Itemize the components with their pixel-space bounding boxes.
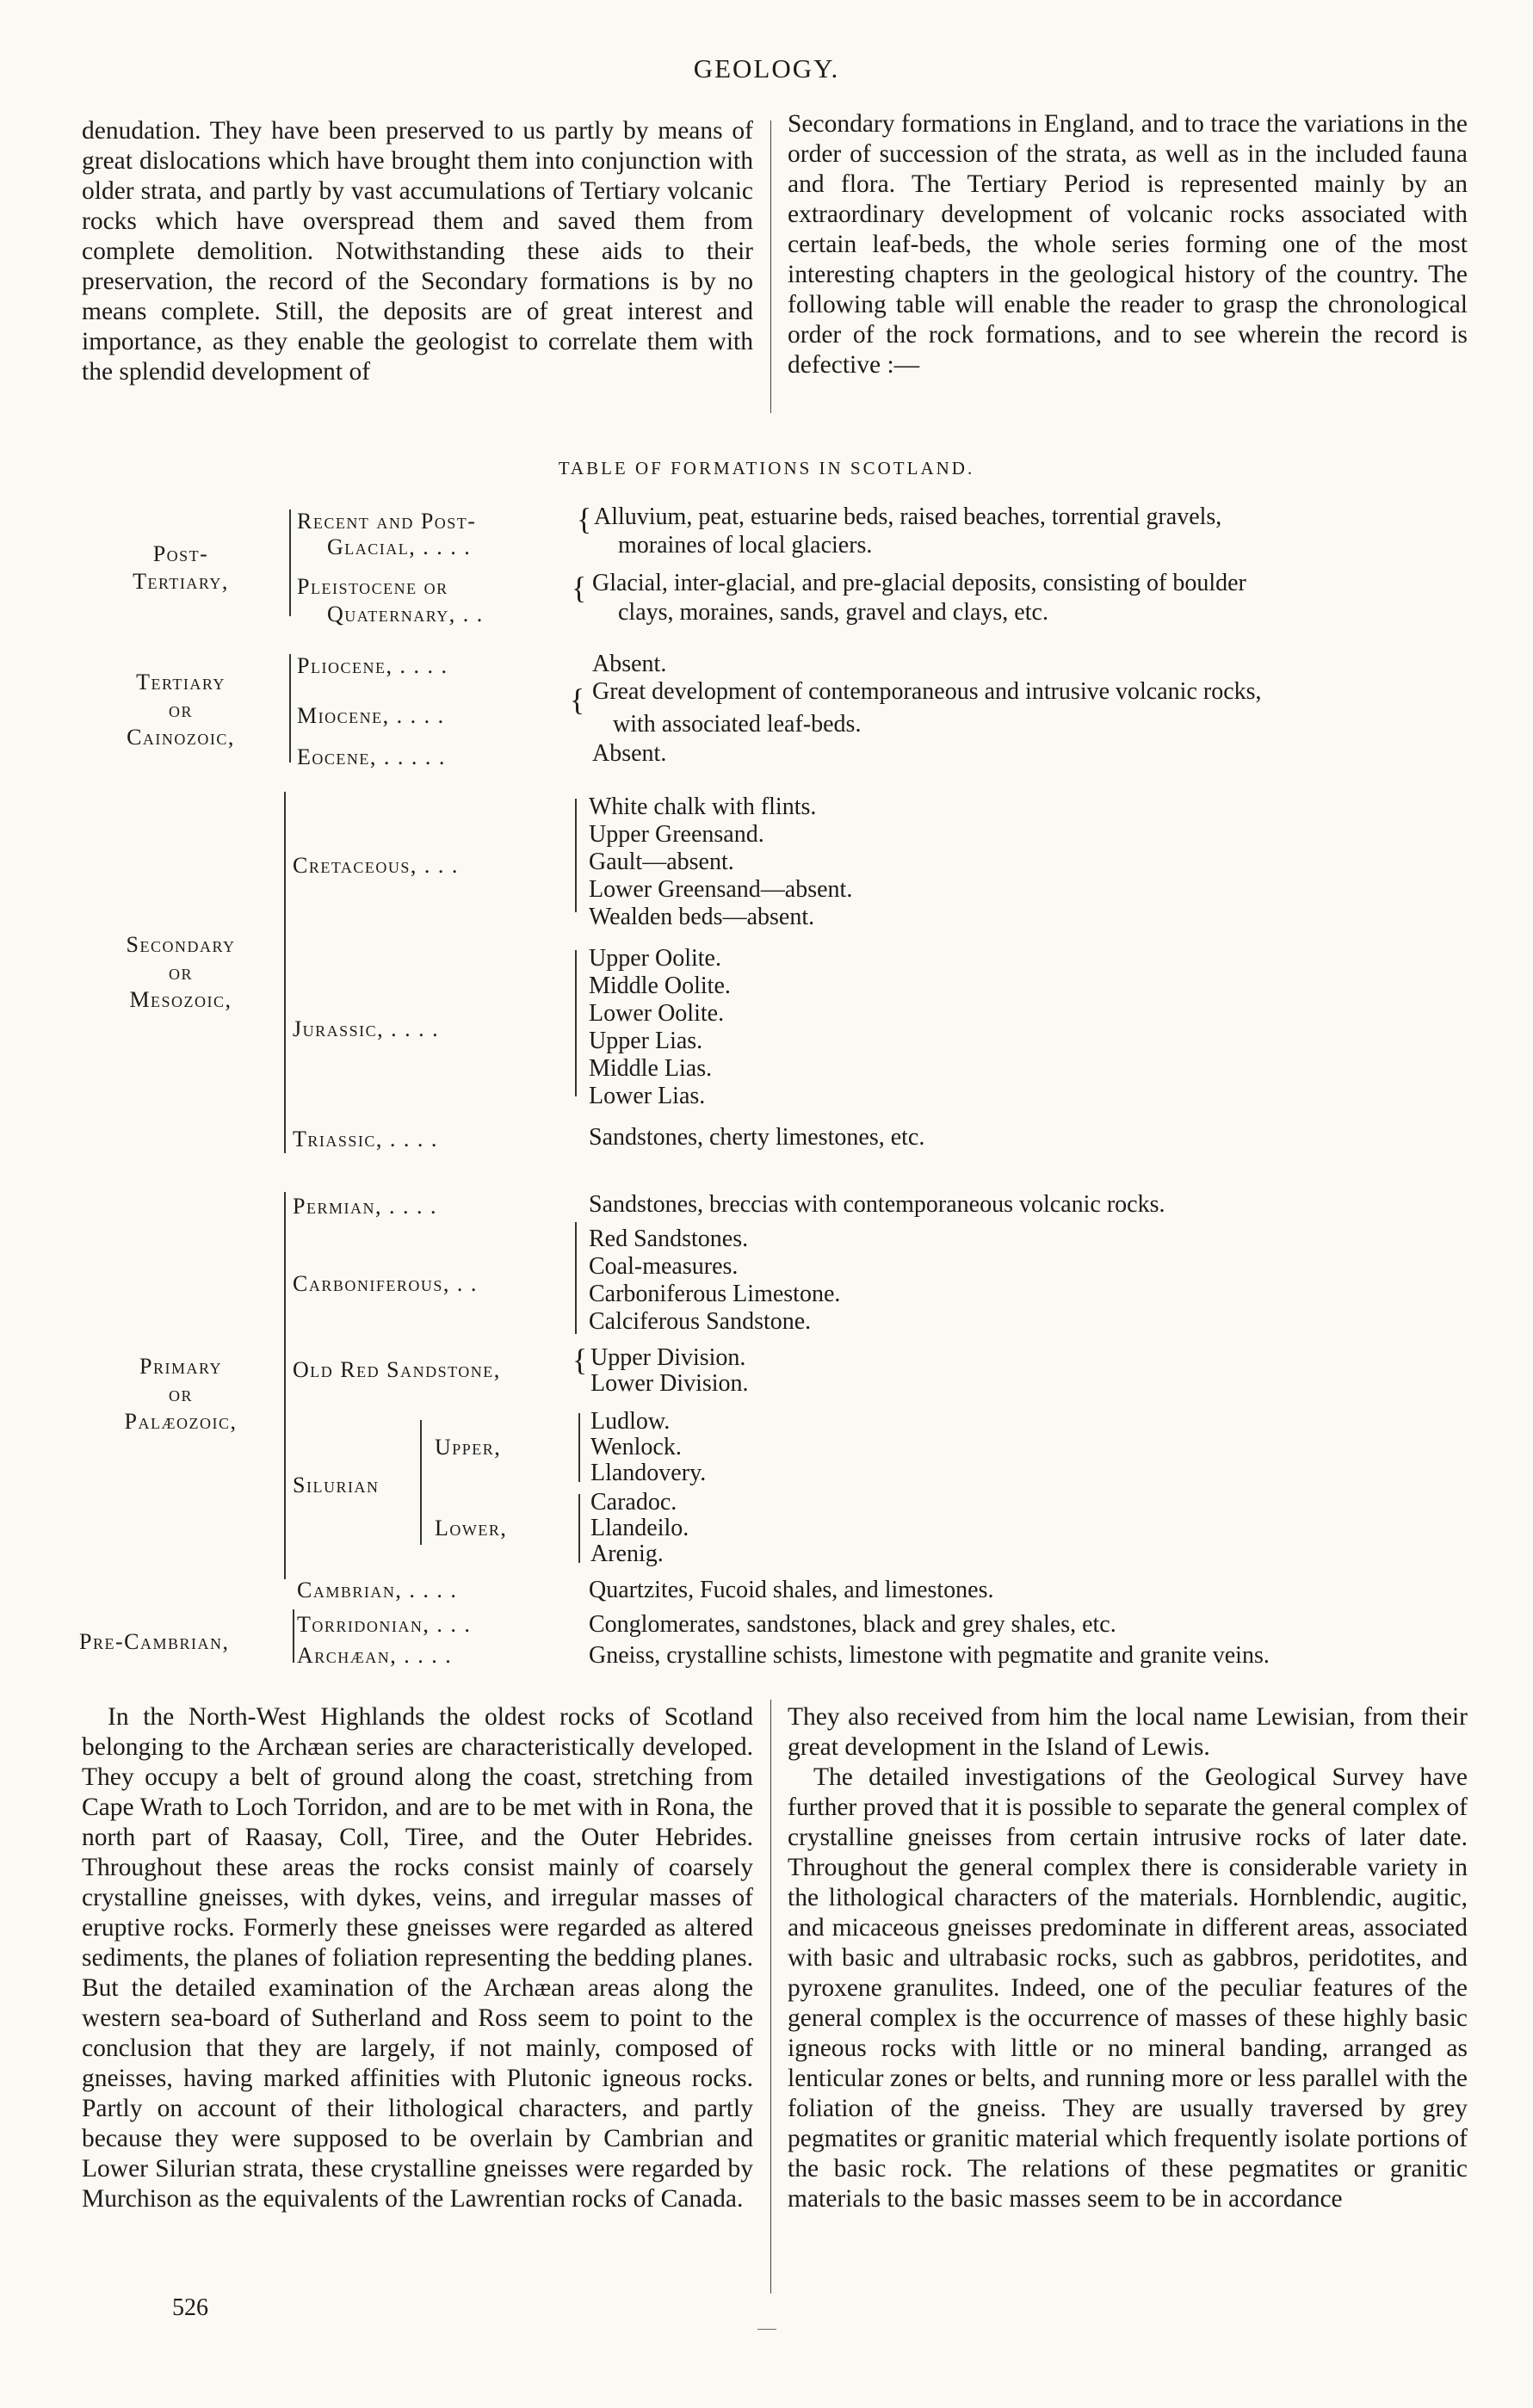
deposit-recent-1: Alluvium, peat, estuarine beds, raised beaches, torrential gravels, xyxy=(594,503,1222,530)
deposit-pleistocene-1: Glacial, inter-glacial, and pre-glacial deposits, consisting of boulder xyxy=(592,570,1246,596)
brace-jurassic xyxy=(575,950,577,1096)
deposit-carboniferous-2: Coal-measures. xyxy=(589,1253,739,1280)
era-post-tertiary-1: Post- xyxy=(152,541,209,566)
brace-old-red: { xyxy=(572,1343,588,1377)
era-secondary-3: Mesozoic, xyxy=(129,987,232,1012)
deposit-carboniferous-4: Calciferous Sandstone. xyxy=(589,1308,812,1335)
deposit-eocene: Absent. xyxy=(592,740,667,767)
bracket-secondary xyxy=(284,792,286,1153)
deposit-cretaceous-3: Gault—absent. xyxy=(589,849,734,875)
period-permian: Permian, . . . . xyxy=(293,1194,437,1219)
period-cretaceous: Cretaceous, . . . xyxy=(293,853,459,878)
intro-left-paragraph: denudation. They have been preserved to us partly by means of great dislocations which have brought them into conjunction with older strata, and partly by vast accumulations of Tertiary volcanic rocks which have overspread them and saved them from complete demolition. Notwithstanding these aids to their preservation, the record of the Secondary formations is by no means complete. Still, the deposits are of great interest and importance, as they enable the geologist to correlate them with the splendid development of xyxy=(82,117,753,386)
table-title: TABLE OF FORMATIONS IN SCOTLAND. xyxy=(558,458,975,479)
brace-carboniferous xyxy=(575,1222,577,1334)
period-eocene: Eocene, . . . . . xyxy=(297,744,446,769)
period-recent-2: Glacial, . . . . xyxy=(327,534,472,559)
brace-silurian-upper xyxy=(578,1413,580,1482)
deposit-silurian-upper-1: Ludlow. xyxy=(590,1408,671,1435)
period-torridonian: Torridonian, . . . xyxy=(297,1612,472,1637)
brace-silurian-lower xyxy=(578,1494,580,1563)
period-jurassic: Jurassic, . . . . xyxy=(293,1016,440,1041)
deposit-torridonian: Conglomerates, sandstones, black and grey shales, etc. xyxy=(589,1611,1116,1638)
era-primary-2: or xyxy=(168,1381,193,1406)
deposit-jurassic-5: Middle Lias. xyxy=(589,1055,713,1082)
bracket-tertiary xyxy=(289,654,291,763)
deposit-cretaceous-4: Lower Greensand—absent. xyxy=(589,876,853,903)
period-pleistocene-2: Quaternary, . . xyxy=(327,602,484,627)
bracket-post-tertiary xyxy=(289,509,291,616)
era-secondary-2: or xyxy=(168,960,193,985)
deposit-jurassic-1: Upper Oolite. xyxy=(589,945,721,972)
intro-left-column xyxy=(82,116,753,387)
running-header: GEOLOGY. xyxy=(693,53,840,83)
deposit-old-red-2: Lower Division. xyxy=(590,1370,749,1397)
brace-pleistocene: { xyxy=(572,571,587,605)
period-pleistocene-1: Pleistocene or xyxy=(297,574,448,599)
era-post-tertiary-2: Tertiary, xyxy=(133,569,229,594)
deposit-archaean: Gneiss, crystalline schists, limestone with pegmatite and granite veins. xyxy=(589,1642,1270,1669)
period-carboniferous: Carboniferous, . . xyxy=(293,1271,478,1296)
period-miocene: Miocene, . . . . xyxy=(297,703,445,728)
deposit-pleistocene-2: clays, moraines, sands, gravel and clays, etc. xyxy=(618,599,1048,626)
column-rule-top xyxy=(770,120,771,413)
period-silurian-lower: Lower, xyxy=(435,1516,508,1541)
deposit-pliocene: Absent. xyxy=(592,651,667,677)
deposit-jurassic-4: Upper Lias. xyxy=(589,1028,703,1054)
deposit-cretaceous-1: White chalk with flints. xyxy=(589,793,817,820)
brace-cretaceous xyxy=(575,799,577,912)
deposit-silurian-lower-1: Caradoc. xyxy=(590,1489,677,1516)
deposit-cretaceous-2: Upper Greensand. xyxy=(589,821,764,848)
era-tertiary-3: Cainozoic, xyxy=(127,725,235,750)
deposit-permian: Sandstones, breccias with contemporaneous volcanic rocks. xyxy=(589,1191,1165,1218)
intro-right-column xyxy=(788,109,1468,380)
deposit-carboniferous-1: Red Sandstones. xyxy=(589,1226,749,1252)
column-rule-bottom xyxy=(770,1700,771,2294)
deposit-carboniferous-3: Carboniferous Limestone. xyxy=(589,1281,841,1307)
body-left-column xyxy=(82,1702,753,2214)
bracket-primary xyxy=(284,1192,286,1579)
deposit-silurian-upper-2: Wenlock. xyxy=(590,1434,682,1460)
deposit-recent-2: moraines of local glaciers. xyxy=(618,532,873,559)
deposit-old-red-1: Upper Division. xyxy=(590,1344,746,1371)
deposit-silurian-lower-2: Llandeilo. xyxy=(590,1515,689,1541)
deposit-silurian-upper-3: Llandovery. xyxy=(590,1460,707,1486)
body-right-paragraph-1: They also received from him the local name Lewisian, from their great development in the Island of Lewis. xyxy=(788,1703,1468,1761)
bracket-pre-cambrian xyxy=(293,1609,294,1663)
era-primary-3: Palæozoic, xyxy=(124,1409,238,1434)
period-recent-1: Recent and Post- xyxy=(297,509,477,534)
brace-miocene: { xyxy=(570,682,585,717)
footer-dash xyxy=(757,2329,776,2330)
deposit-miocene-2: with associated leaf-beds. xyxy=(613,711,862,738)
era-pre-cambrian: Pre-Cambrian, xyxy=(79,1629,230,1654)
deposit-cambrian: Quartzites, Fucoid shales, and limestones. xyxy=(589,1577,994,1603)
bracket-silurian xyxy=(420,1420,422,1545)
intro-right-paragraph: Secondary formations in England, and to trace the variations in the order of succession of the strata, as well as in the included fauna and flora. The Tertiary Period is represented mainly by an extraordinary development of volcanic rocks associated with certain leaf-beds, the whole series forming one of the most interesting chapters in the geological history of the country. The following table will enable the reader to grasp the chronological order of the rock formations, and to see wherein the record is defective :— xyxy=(788,110,1468,379)
page-number: 526 xyxy=(172,2294,208,2321)
body-left-paragraph: In the North-West Highlands the oldest rocks of Scotland belonging to the Archæan series are characteristically developed. They occupy a belt of ground along the coast, stretching from Cape Wrath to Loch Torridon, and are to be met with in Rona, the north part of Raasay, Coll, Tiree, and the Outer Hebrides. Throughout these areas the rocks consist mainly of coarsely crystalline gneisses, with dykes, veins, and irregular masses of eruptive rocks. Formerly these gneisses were regarded as altered sediments, the planes of foliation representing the bedding planes. But the detailed examination of the Archæan areas along the western sea-board of Sutherland and Ross seem to point to the conclusion that they are largely, if not mainly, composed of gneisses, having marked affinities with Plutonic igneous rocks. Partly on account of their lithological characters, and partly because they were supposed to be overlain by Cambrian and Lower Silurian strata, these crystalline gneisses were regarded by Murchison as the equivalents of the Lawrentian rocks of Canada. xyxy=(82,1703,753,2213)
deposit-miocene-1: Great development of contemporaneous and intrusive volcanic rocks, xyxy=(592,678,1262,705)
period-pliocene: Pliocene, . . . . xyxy=(297,653,448,678)
period-cambrian: Cambrian, . . . . xyxy=(297,1578,458,1602)
period-silurian: Silurian xyxy=(293,1473,380,1497)
era-primary-1: Primary xyxy=(139,1354,222,1379)
brace-recent: { xyxy=(577,502,592,536)
era-tertiary-2: or xyxy=(168,697,193,722)
deposit-jurassic-2: Middle Oolite. xyxy=(589,972,731,999)
body-right-paragraph-2: The detailed investigations of the Geological Survey have further proved that it is possible to separate the general complex of crystalline gneisses from certain intrusive rocks of later date. Throughout the general complex there is considerable variety in the lithological characters of the materials. Hornblendic, augitic, and micaceous gneisses predominate in different areas, associated with basic and ultrabasic rocks, such as gabbros, peridotites, and pyroxene granulites. Indeed, one of the peculiar features of the general complex is the occurrence of masses of these highly basic igneous rocks with little or no mineral banding, arranged as lenticular zones or belts, and running more or less parallel with the foliation of the gneiss. They are usually traversed by grey pegmatites or granitic material which frequently isolate portions of the basic rock. The relations of these pegmatites or granitic materials to the basic masses seem to be in accordance xyxy=(788,1763,1468,2213)
deposit-jurassic-3: Lower Oolite. xyxy=(589,1000,725,1027)
deposit-triassic: Sandstones, cherty limestones, etc. xyxy=(589,1124,925,1151)
era-secondary-1: Secondary xyxy=(126,932,236,957)
period-archaean: Archæan, . . . . xyxy=(297,1643,453,1668)
period-triassic: Triassic, . . . . xyxy=(293,1127,438,1152)
body-right-column xyxy=(788,1702,1468,2214)
deposit-jurassic-6: Lower Lias. xyxy=(589,1083,706,1109)
deposit-silurian-lower-3: Arenig. xyxy=(590,1541,664,1567)
period-old-red-sandstone: Old Red Sandstone, xyxy=(293,1357,501,1382)
period-silurian-upper: Upper, xyxy=(435,1435,502,1460)
era-tertiary-1: Tertiary xyxy=(136,670,226,695)
deposit-cretaceous-5: Wealden beds—absent. xyxy=(589,904,815,930)
